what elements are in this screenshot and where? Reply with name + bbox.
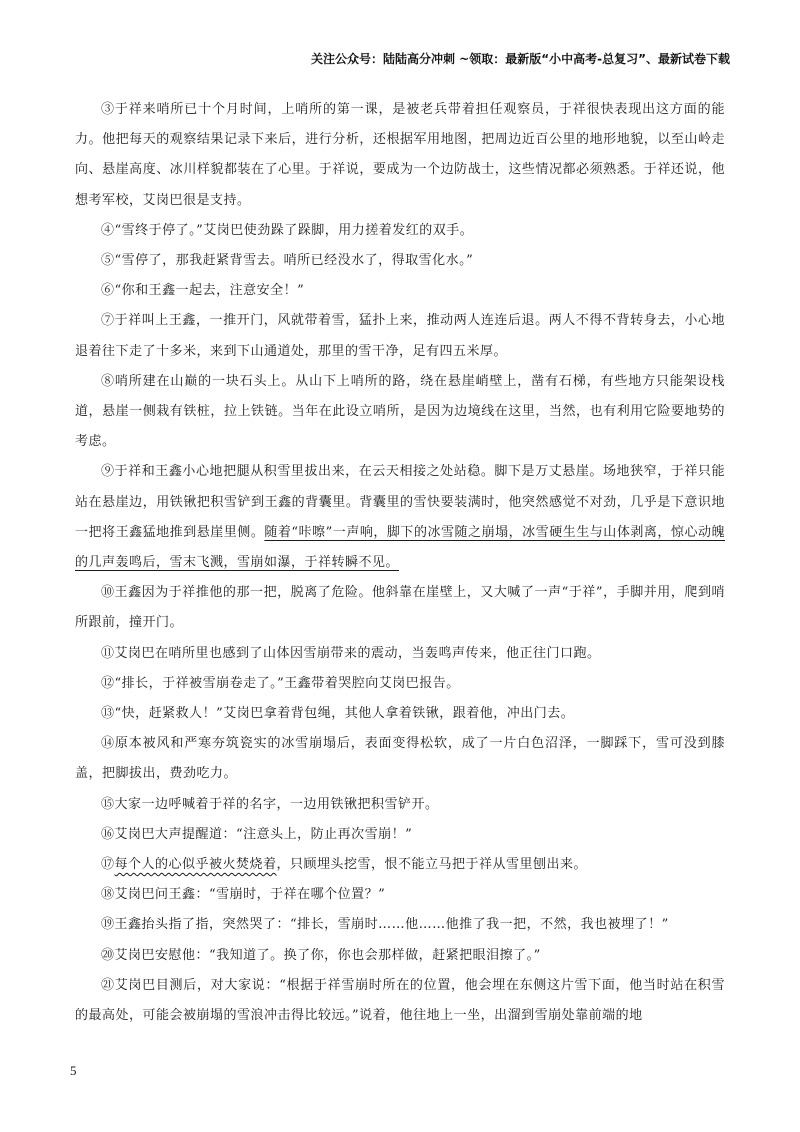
- underlined-sentence: 随着“咔嚓”一声响，脚下的冰雪随之崩塌，冰雪硬生生与山体剥离，惊心动魄的几声轰鸣后，雪末飞溅，雪崩如瀑，于祥转瞬不见。: [75, 524, 725, 571]
- paragraph-21: ㉑艾岗巴目测后，对大家说：“根据于祥雪崩时所在的位置，他会埋在东侧这片雪下面，他当时站在积雪的最高处，可能会被崩塌的雪浪冲击得比较远。”说着，他往地上一坐，出溜到雪崩处靠前端的地: [75, 977, 725, 1024]
- paragraph-17-number: ⑰: [101, 857, 115, 873]
- paragraph-9: [75, 457, 725, 578]
- paragraph-4: ④“雪终于停了。”艾岗巴使劲跺了跺脚，用力搓着发红的双手。: [101, 222, 474, 238]
- wavy-underlined-phrase: 每个人的心似乎被火焚烧着: [114, 857, 277, 873]
- paragraph-16: ⑯艾岗巴大声提醒道：“注意头上，防止再次雪崩！”: [101, 826, 413, 842]
- page-header: 关注公众号：陆陆高分冲刺 ~领取：最新版“小中高考-总复习”、最新试卷下载: [311, 52, 730, 66]
- paragraph-11: ⑪艾岗巴在哨所里也感到了山体因雪崩带来的震动，当轰鸣声传来，他正往门口跑。: [101, 645, 601, 661]
- paragraph-12: ⑫“排长，于祥被雪崩卷走了。”王鑫带着哭腔向艾岗巴报告。: [101, 675, 460, 691]
- paragraph-14: ⑭原本被风和严寒夯筑瓷实的冰雪崩塌后，表面变得松软，成了一片白色沼泽，一脚踩下，雪可没到膝盖，把脚拔出，费劲吃力。: [75, 736, 725, 782]
- paragraph-19: ⑲王鑫抬头指了指，突然哭了：“排长，雪崩时……他……他推了我一把，不然，我也被埋了！”: [101, 917, 669, 933]
- page-number: 5: [70, 1063, 77, 1078]
- paragraph-6: ⑥“你和王鑫一起去，注意安全！”: [101, 283, 305, 299]
- article-body: [75, 95, 725, 1031]
- paragraph-8: ⑧哨所建在山巅的一块石头上。从山下上哨所的路，绕在悬崖峭壁上，凿有石梯，有些地方只能架设栈道，悬崖一侧栽有铁桩，拉上铁链。当年在此设立哨所，是因为边境线在这里，当然，也有利用它险要地势的考虑。: [75, 373, 725, 450]
- paragraph-3: ③于祥来哨所已十个月时间，上哨所的第一课，是被老兵带着担任观察员，于祥很快表现出这方面的能力。他把每天的观察结果记录下来后，进行分析，还根据军用地图，把周边近百公里的地形地貌，以至山岭走向、悬崖高度、冰川样貌都装在了心里。于祥说，要成为一个边防战士，这些情况都必须熟悉。于祥还说，他想考军校，艾岗巴很是支持。: [75, 102, 725, 208]
- paragraph-5: ⑤“雪停了，那我赶紧背雪去。哨所已经没水了，得取雪化水。”: [101, 253, 474, 269]
- paragraph-17: [75, 850, 725, 880]
- paragraph-18: ⑱艾岗巴问王鑫：“雪崩时，于祥在哪个位置？”: [101, 887, 386, 903]
- paragraph-17-text: ，只顾埋头挖雪，恨不能立马把于祥从雪里刨出来。: [276, 857, 588, 873]
- paragraph-20: ⑳艾岗巴安慰他：“我知道了。换了你，你也会那样做，赶紧把眼泪擦了。”: [101, 947, 541, 963]
- paragraph-13: ⑬“快，赶紧救人！”艾岗巴拿着背包绳，其他人拿着铁锹，跟着他，冲出门去。: [101, 706, 575, 722]
- paragraph-9-text: ⑨于祥和王鑫小心地把腿从积雪里拔出来，在云天相接之处站稳。脚下是万丈悬崖。场地狭窄，于祥只能站在悬崖边，用铁锹把积雪铲到王鑫的背囊里。背囊里的雪快要装满时，他突然感觉不对劲，几乎是下意识地一把将王鑫猛地推到悬崖里侧。: [75, 464, 725, 540]
- paragraph-10: ⑩王鑫因为于祥推他的那一把，脱离了危险。他斜靠在崖壁上，又大喊了一声“于祥”，手脚并用，爬到哨所跟前，撞开门。: [75, 585, 725, 631]
- paragraph-7: ⑦于祥叫上王鑫，一推开门，风就带着雪，猛扑上来，推动两人连连后退。两人不得不背转身去，小心地退着往下走了十多米，来到下山通道处，那里的雪干净，足有四五米厚。: [75, 313, 725, 359]
- paragraph-15: ⑮大家一边呼喊着于祥的名字，一边用铁锹把积雪铲开。: [101, 796, 439, 812]
